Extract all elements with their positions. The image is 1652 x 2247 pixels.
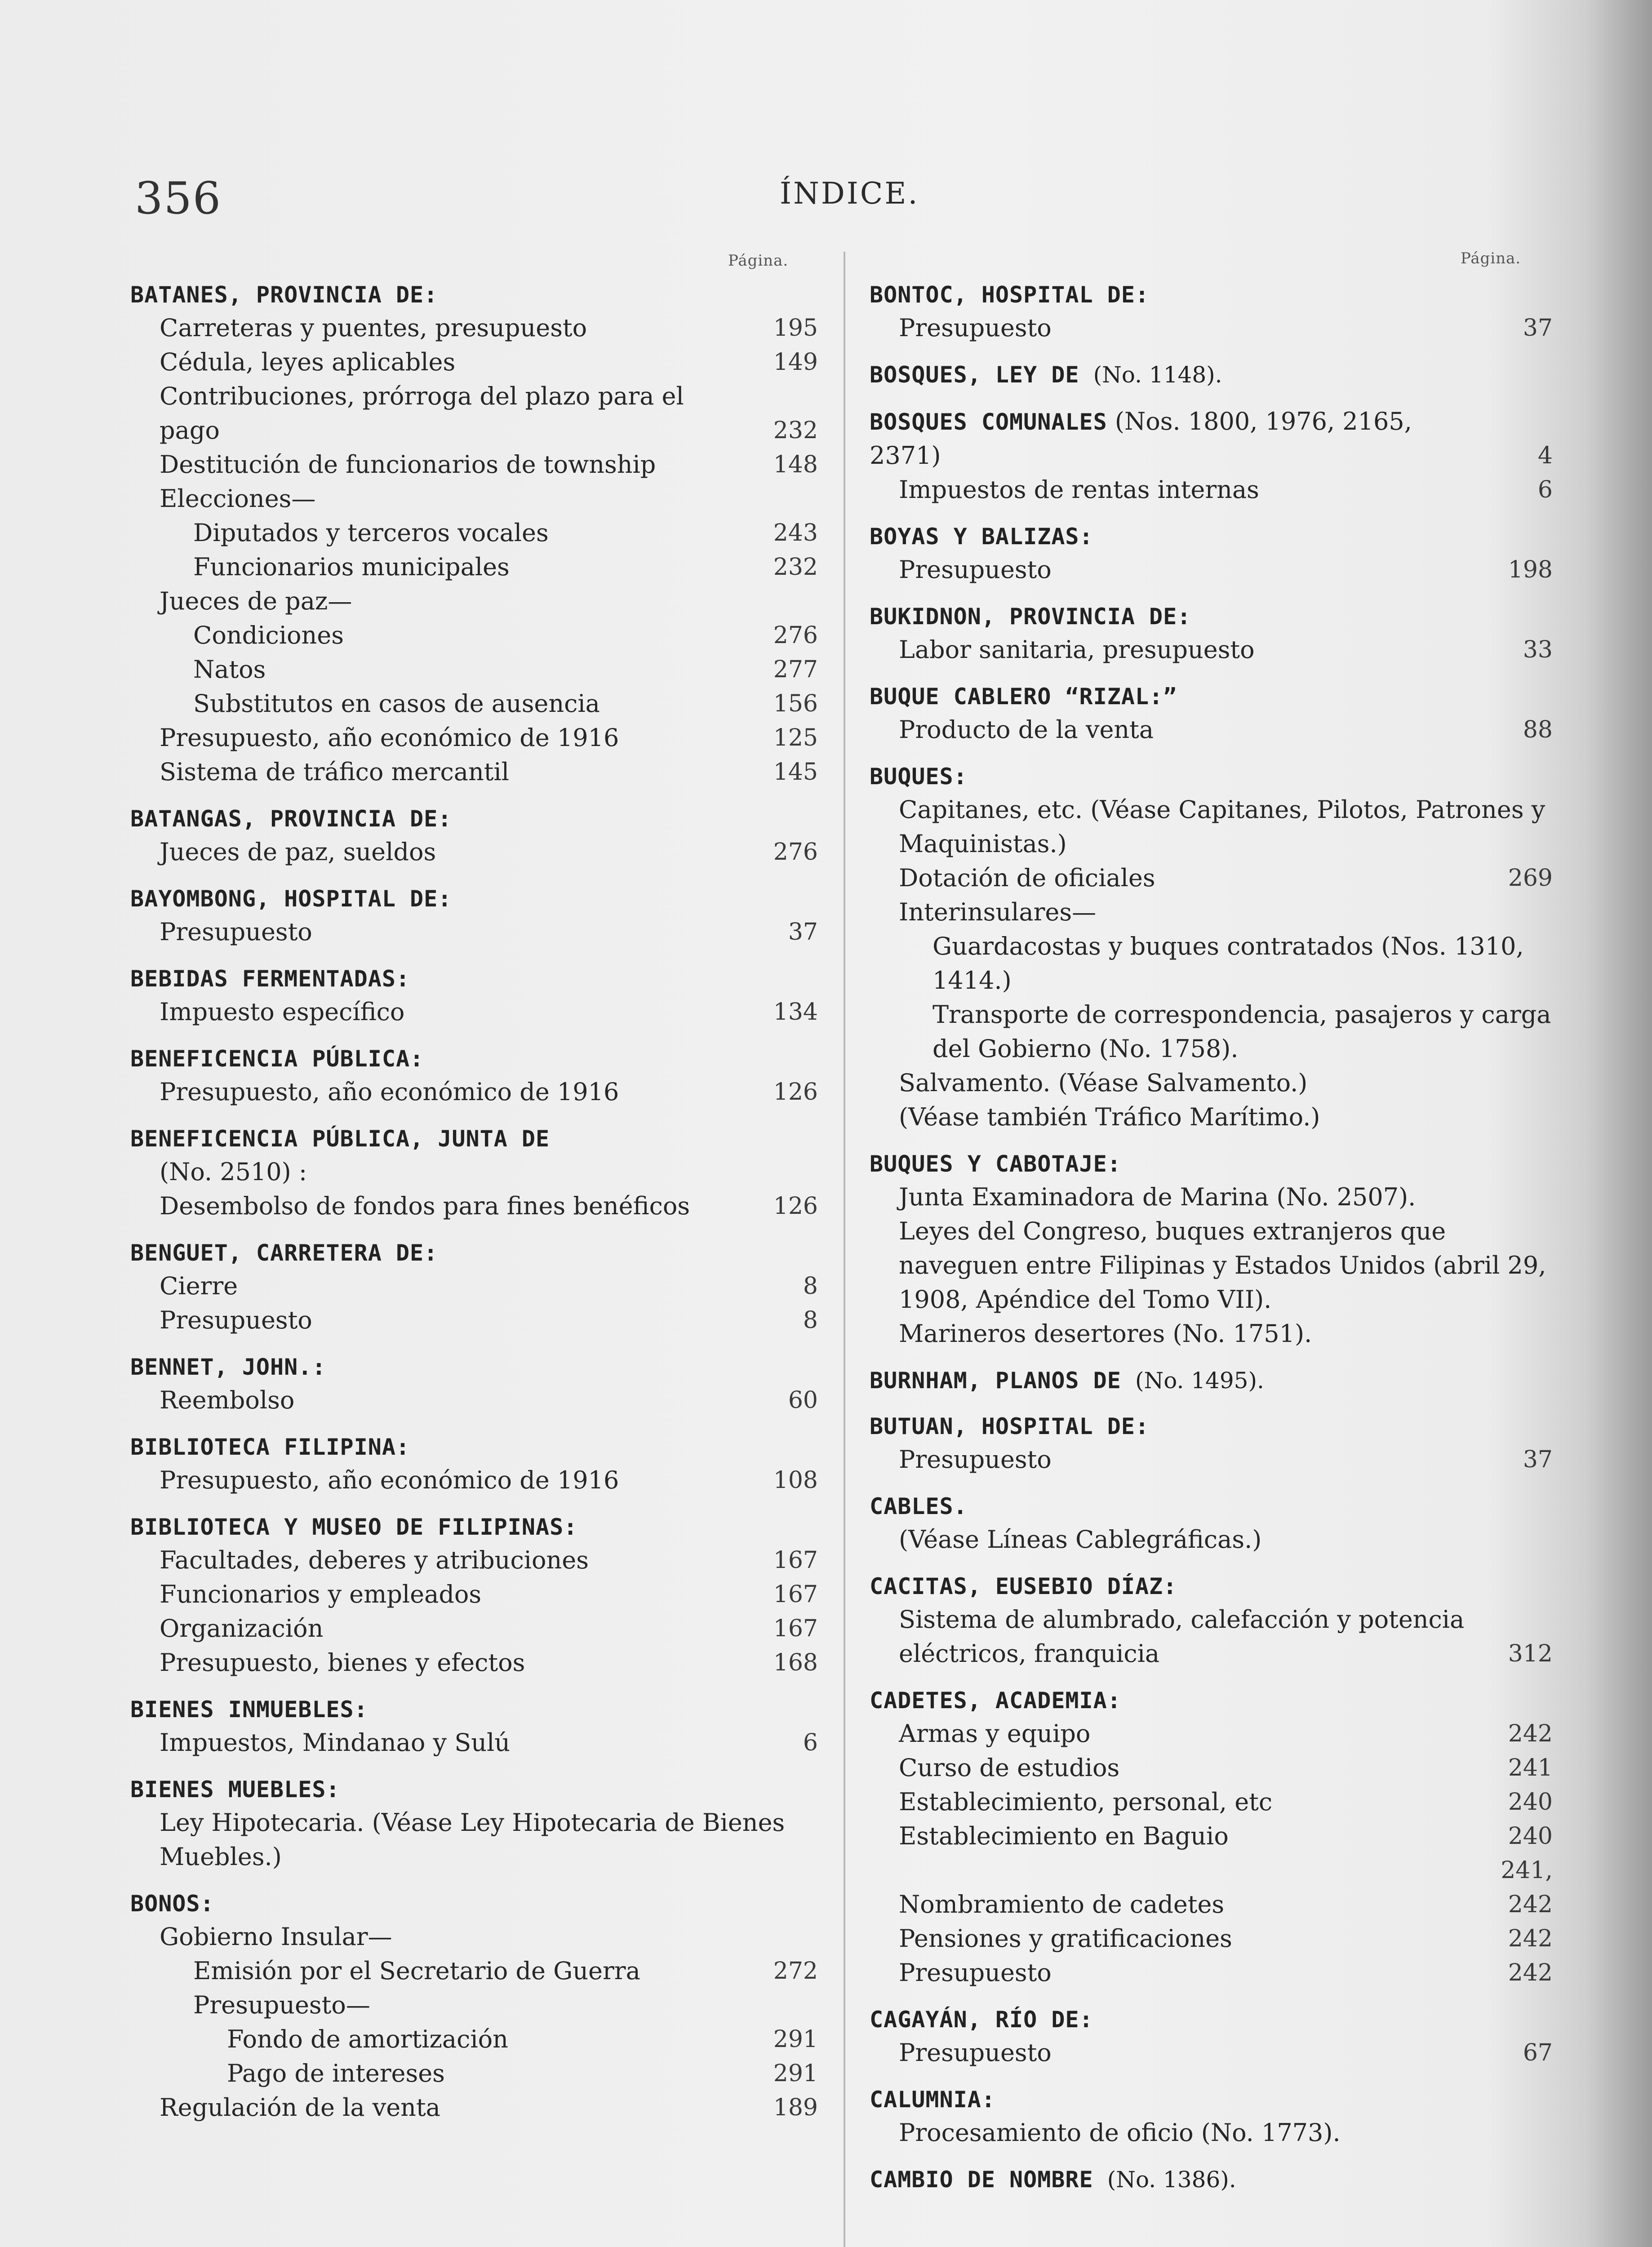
index-entry: Reembolso 60 — [160, 1386, 818, 1414]
index-entry: Organización 167 — [160, 1614, 818, 1643]
index-entry: Dotación de oficiales 269 — [899, 864, 1553, 892]
index-entry: Substitutos en casos de ausencia 156 — [193, 689, 818, 718]
index-section-cambio — [870, 2163, 1553, 2196]
index-section-bennet — [130, 1351, 818, 1417]
index-section-bukidnon — [870, 600, 1553, 667]
section-heading: BUKIDNON, PROVINCIA DE: — [870, 604, 1191, 630]
section-heading: CADETES, ACADEMIA: — [870, 1687, 1121, 1714]
index-entry: Presupuesto 8 — [160, 1306, 818, 1334]
index-section-benguet — [130, 1237, 818, 1337]
index-entry: Facultades, deberes y atribuciones 167 — [160, 1546, 818, 1574]
index-entry: Fondo de amortización 291 — [227, 2025, 818, 2053]
section-heading: CAMBIO DE NOMBRE (No. 1386). — [870, 2167, 1236, 2193]
section-heading: BIENES MUEBLES: — [130, 1776, 340, 1803]
index-section-cables — [870, 1490, 1553, 1557]
index-section-bayombong — [130, 883, 818, 949]
index-entry: Establecimiento, personal, etc 240 — [899, 1788, 1553, 1816]
index-cross-reference: Ley Hipotecaria. (Véase Ley Hipotecaria de Bienes Muebles.) — [160, 1808, 785, 1871]
section-heading: BATANES, PROVINCIA DE: — [130, 282, 438, 308]
page-column-label-left: Página. — [728, 252, 789, 270]
index-section-calumnia — [870, 2083, 1553, 2150]
index-section-beneficencia — [130, 1043, 818, 1109]
index-entry: Funcionarios y empleados 167 — [160, 1580, 818, 1608]
section-heading: BATANGAS, PROVINCIA DE: — [130, 806, 452, 832]
page-number: 356 — [135, 173, 222, 224]
index-entry: Pensiones y gratificaciones 242 — [899, 1924, 1553, 1953]
index-section-bienes-inmuebles — [130, 1693, 818, 1760]
index-entry: Regulación de la venta 189 — [160, 2093, 818, 2122]
column-divider — [844, 252, 845, 2247]
index-section-biblioteca-museo — [130, 1511, 818, 1680]
index-entry: Presupuesto, año económico de 1916 126 — [160, 1078, 818, 1106]
index-section-buques — [870, 760, 1553, 1134]
index-entry: Sistema de tráfico mercantil 145 — [160, 758, 818, 786]
index-cross-reference: Capitanes, etc. (Véase Capitanes, Pilotos, Patrones y Maquinistas.) — [899, 795, 1545, 858]
index-section-bebidas — [130, 963, 818, 1029]
section-heading: BOYAS Y BALIZAS: — [870, 524, 1093, 550]
index-entry: Establecimiento en Baguio 240 — [899, 1822, 1553, 1850]
section-heading: CAGAYÁN, RÍO DE: — [870, 2007, 1093, 2033]
index-subheading: Presupuesto— — [193, 1991, 370, 2019]
section-heading: BONTOC, HOSPITAL DE: — [870, 282, 1150, 308]
index-cross-reference: (Véase también Tráfico Marítimo.) — [899, 1103, 1320, 1131]
index-entry: Procesamiento de oficio (No. 1773). — [899, 2118, 1341, 2147]
index-entry: Guardacostas y buques contratados (Nos. 1310, 1414.) — [933, 932, 1524, 995]
index-entry: Impuesto específico 134 — [160, 998, 818, 1026]
section-heading: BURNHAM, PLANOS DE (No. 1495). — [870, 1368, 1264, 1394]
section-heading: BONOS: — [130, 1891, 214, 1917]
index-entry: Contribuciones, prórroga del plazo para el pago 232 — [160, 382, 818, 444]
index-entry: Curso de estudios 241 — [899, 1754, 1553, 1782]
page-column-label-right: Página. — [1461, 249, 1521, 267]
section-heading: BEBIDAS FERMENTADAS: — [130, 966, 410, 992]
index-section-burnham — [870, 1364, 1553, 1397]
index-entry: Cierre 8 — [160, 1272, 818, 1300]
index-section-cacitas — [870, 1570, 1553, 1671]
section-heading: BAYOMBONG, HOSPITAL DE: — [130, 886, 452, 912]
index-entry: Presupuesto 198 — [899, 555, 1553, 584]
running-head: ÍNDICE. — [780, 176, 919, 211]
index-entry: Impuestos, Mindanao y Sulú 6 — [160, 1728, 818, 1757]
index-section-boyas — [870, 520, 1553, 587]
index-subheading: Jueces de paz— — [160, 587, 352, 615]
section-heading: BUQUES Y CABOTAJE: — [870, 1151, 1121, 1177]
section-heading: CABLES. — [870, 1493, 968, 1519]
section-heading: BUQUES: — [870, 764, 968, 790]
index-entry: Transporte de correspondencia, pasajeros y carga del Gobierno (No. 1758). — [933, 1000, 1551, 1063]
index-entry: Presupuesto, año económico de 1916 108 — [160, 1466, 818, 1494]
index-entry: Funcionarios municipales 232 — [193, 553, 818, 581]
right-column — [870, 279, 1553, 2209]
section-heading: BOSQUES COMUNALES (Nos. 1800, 1976, 2165, 2371) 4 — [870, 407, 1553, 470]
index-entry: Junta Examinadora de Marina (No. 2507). — [899, 1183, 1416, 1211]
section-heading: CALUMNIA: — [870, 2087, 995, 2113]
index-section-bonos — [130, 1887, 818, 2125]
index-cross-reference: (Véase Líneas Cablegráficas.) — [899, 1525, 1262, 1554]
index-entry: Presupuesto 242 — [899, 1958, 1553, 1987]
section-heading: BENGUET, CARRETERA DE: — [130, 1240, 438, 1266]
section-heading: BENEFICENCIA PÚBLICA: — [130, 1046, 424, 1072]
index-section-bosques-comunales — [870, 404, 1553, 507]
index-section-bontoc — [870, 279, 1553, 345]
index-entry: Desembolso de fondos para fines benéficos 126 — [160, 1192, 818, 1220]
index-entry: Cédula, leyes aplicables 149 — [160, 348, 818, 376]
index-entry: Carreteras y puentes, presupuesto 195 — [160, 314, 818, 342]
index-subheading: Gobierno Insular— — [160, 1923, 392, 1951]
index-entry: Presupuesto 37 — [899, 1445, 1553, 1474]
index-entry: Sistema de alumbrado, calefacción y potencia eléctricos, franquicia 312 — [899, 1605, 1553, 1668]
index-entry: Condiciones 276 — [193, 621, 818, 649]
index-section-bienes-muebles — [130, 1773, 818, 1874]
index-section-cagayan — [870, 2003, 1553, 2070]
section-heading: BIBLIOTECA FILIPINA: — [130, 1434, 410, 1460]
index-section-batangas — [130, 803, 818, 869]
index-entry: Armas y equipo 242 — [899, 1719, 1553, 1748]
index-entry: Leyes del Congreso, buques extranjeros que naveguen entre Filipinas y Estados Unidos (abril 29, 1908, Apéndice del Tomo VII). — [899, 1217, 1546, 1314]
index-entry: Jueces de paz, sueldos 276 — [160, 838, 818, 866]
section-heading: BENNET, JOHN.: — [130, 1354, 326, 1380]
index-section-buque-cablero — [870, 680, 1553, 747]
index-section-batanes — [130, 279, 818, 789]
index-entry: Presupuesto 37 — [899, 314, 1553, 342]
index-entry: Natos 277 — [193, 655, 818, 684]
index-subheading: Elecciones— — [160, 484, 316, 513]
section-heading: BIBLIOTECA Y MUSEO DE FILIPINAS: — [130, 1514, 578, 1540]
index-entry: Emisión por el Secretario de Guerra 272 — [193, 1957, 818, 1985]
index-entry: Presupuesto, bienes y efectos 168 — [160, 1648, 818, 1677]
index-entry: Presupuesto 37 — [160, 918, 818, 946]
left-column — [130, 279, 818, 2138]
section-heading: BENEFICENCIA PÚBLICA, JUNTA DE — [130, 1126, 550, 1152]
index-entry: Presupuesto 67 — [899, 2038, 1553, 2067]
section-heading: BOSQUES, LEY DE (No. 1148). — [870, 362, 1222, 388]
index-entry: Impuestos de rentas internas 6 — [899, 475, 1553, 504]
index-entry: Pago de intereses 291 — [227, 2059, 818, 2087]
section-heading: CACITAS, EUSEBIO DÍAZ: — [870, 1573, 1177, 1599]
index-entry: Destitución de funcionarios de township 148 — [160, 450, 818, 479]
index-section-biblioteca — [130, 1431, 818, 1497]
index-entry: Labor sanitaria, presupuesto 33 — [899, 635, 1553, 664]
index-entry: Marineros desertores (No. 1751). — [899, 1319, 1312, 1348]
index-section-beneficencia-junta — [130, 1123, 818, 1223]
index-cross-reference: Salvamento. (Véase Salvamento.) — [899, 1069, 1308, 1097]
index-section-bosques — [870, 359, 1553, 391]
section-heading-ref: (No. 2510) : — [160, 1158, 307, 1186]
section-heading: BUTUAN, HOSPITAL DE: — [870, 1413, 1150, 1439]
index-entry: Diputados y terceros vocales 243 — [193, 519, 818, 547]
index-section-butuan — [870, 1410, 1553, 1477]
index-entry: Presupuesto, año económico de 1916 125 — [160, 724, 818, 752]
index-section-buques-cabotaje — [870, 1148, 1553, 1351]
index-subheading: Interinsulares— — [899, 898, 1097, 926]
section-heading: BUQUE CABLERO “RIZAL:” — [870, 684, 1177, 710]
index-section-cadetes — [870, 1684, 1553, 1990]
index-entry: Nombramiento de cadetes 241, 242 — [899, 1857, 1553, 1918]
section-heading: BIENES INMUEBLES: — [130, 1696, 368, 1723]
index-entry: Producto de la venta 88 — [899, 715, 1553, 744]
